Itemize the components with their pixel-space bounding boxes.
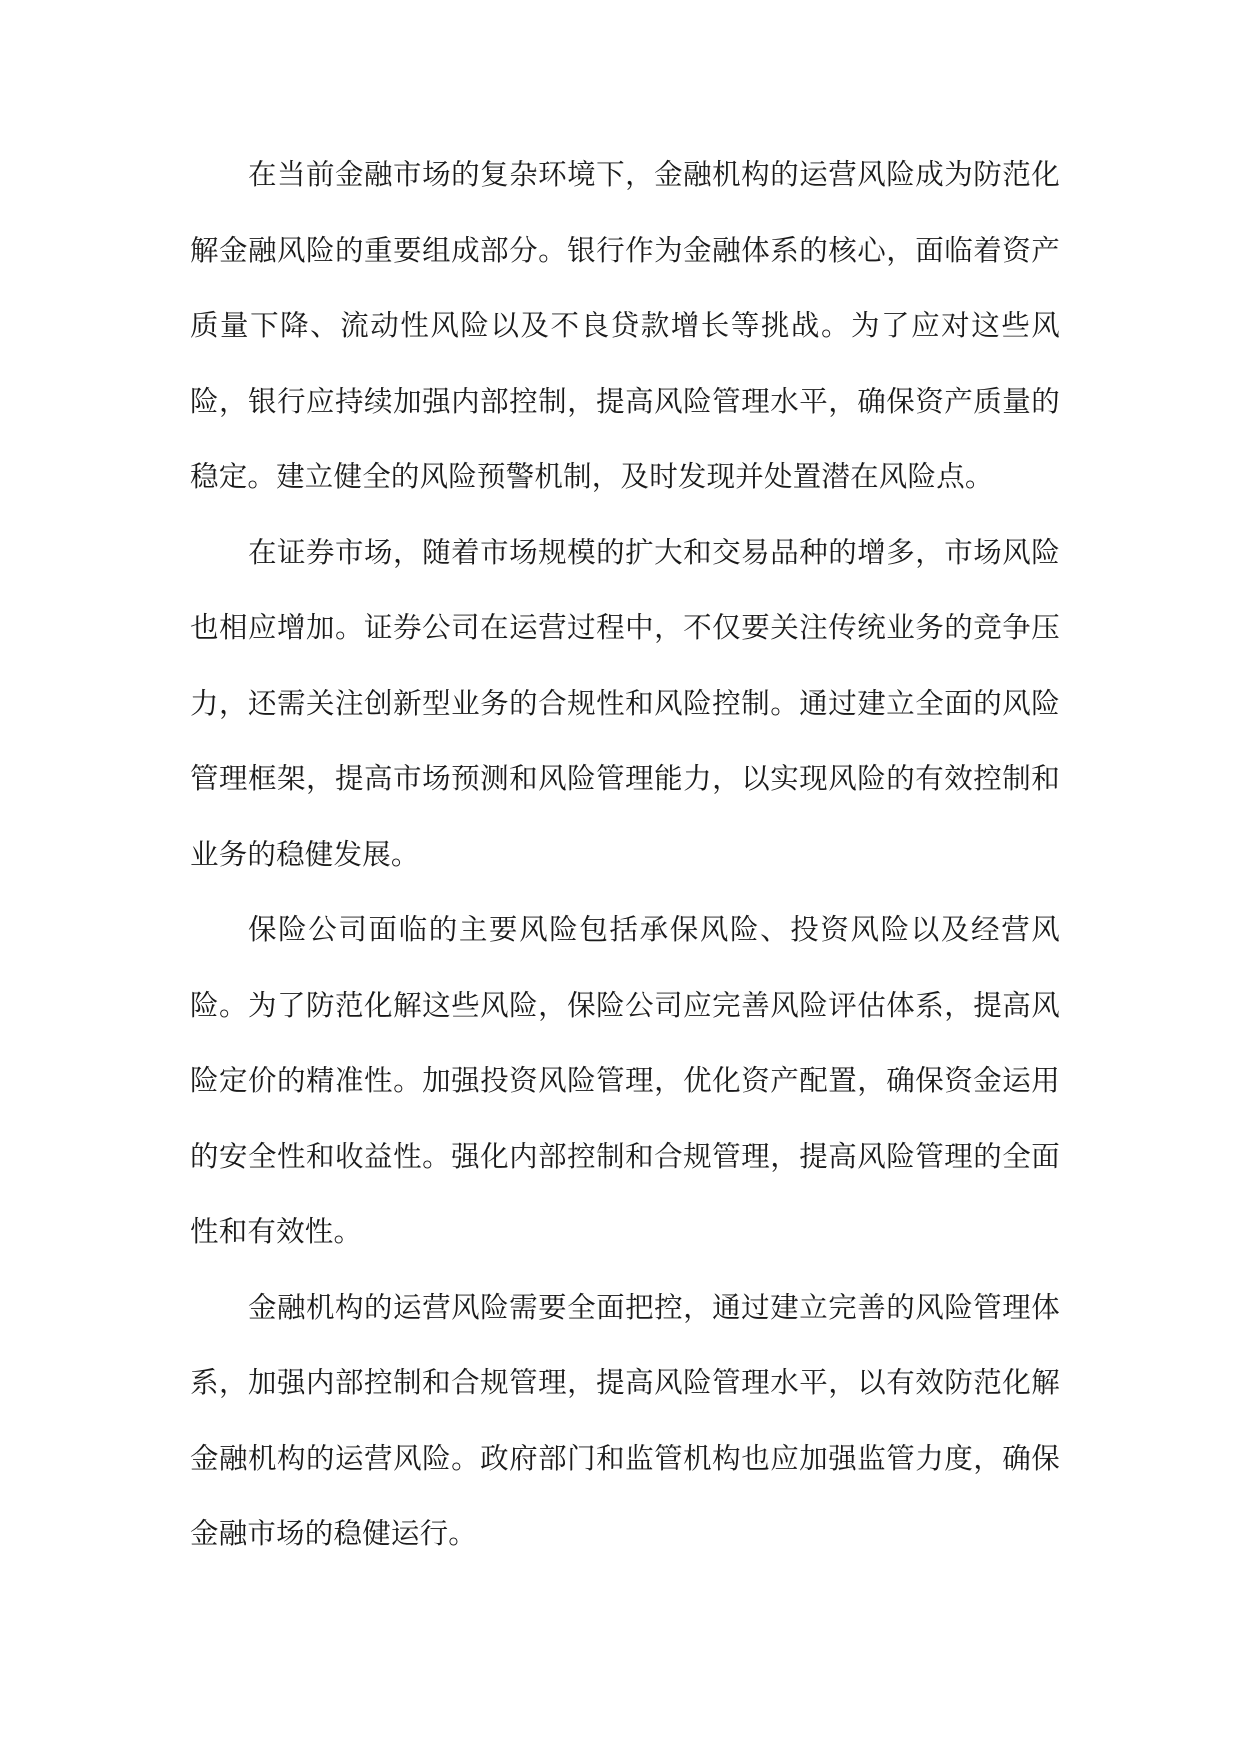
paragraph-4: 金融机构的运营风险需要全面把控，通过建立完善的风险管理体系，加强内部控制和合规管理，提高风险管理水平，以有效防范化解金融机构的运营风险。政府部门和监管机构也应加强监管力度，确保金融市场的稳健运行。 [190,1290,1060,1550]
paragraph-3: 保险公司面临的主要风险包括承保风险、投资风险以及经营风险。为了防范化解这些风险，保险公司应完善风险评估体系，提高风险定价的精准性。加强投资风险管理，优化资产配置，确保资金运用的安全性和收益性。强化内部控制和合规管理，提高风险管理的全面性和有效性。 [190,913,1060,1248]
paragraph-1: 在当前金融市场的复杂环境下，金融机构的运营风险成为防范化解金融风险的重要组成部分。银行作为金融体系的核心，面临着资产质量下降、流动性风险以及不良贷款增长等挑战。为了应对这些风险，银行应持续加强内部控制，提高风险管理水平，确保资产质量的稳定。建立健全的风险预警机制，及时发现并处置潜在风险点。 [190,158,1060,493]
paragraph-2: 在证券市场，随着市场规模的扩大和交易品种的增多，市场风险也相应增加。证券公司在运营过程中，不仅要关注传统业务的竞争压力，还需关注创新型业务的合规性和风险控制。通过建立全面的风险管理框架，提高市场预测和风险管理能力，以实现风险的有效控制和业务的稳健发展。 [190,535,1060,871]
document-body [190,137,1060,1572]
